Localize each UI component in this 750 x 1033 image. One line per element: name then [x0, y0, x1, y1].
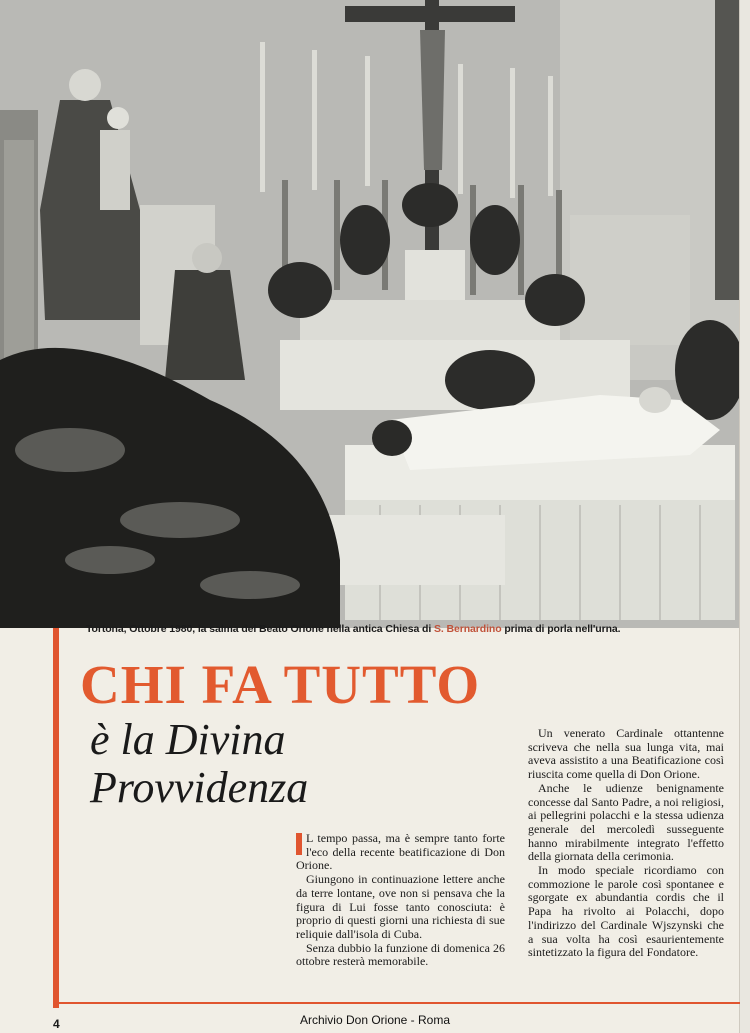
- page-edge: [739, 0, 750, 1033]
- article-paragraph: [296, 832, 505, 873]
- headline-line-1: è la Divina: [90, 715, 286, 764]
- headline-line-2: Provvidenza: [90, 763, 309, 812]
- article-paragraph: Giungono in continuazione lettere anche da terre lontane, ove non si pensava che la figura di Lui fosse tanto conosciuta: è proprio di questi giorni una richiesta di sue reliquie dall'isola di Cuba.: [296, 872, 505, 941]
- article-paragraph: Senza dubbio la funzione di domenica 26 ottobre resterà memorabile.: [296, 940, 505, 969]
- headline-subtitle: [90, 716, 390, 812]
- article-paragraph: Un venerato Cardinale ottantenne scriveva che nella sua lunga vita, mai aveva assistito a una Beatificazione così riuscita come quella di Don Orione.: [528, 726, 724, 782]
- article-paragraph: In modo speciale ricordiamo con commozione le parole così spontanee e sgorgate ex abundantia cordis che il Papa ha rivolto ai Polacchi, dopo l'indirizzo del Cardinale Wjszynski che a sua volta ha così esaurientemente sintetizzato la figura del Fondatore.: [528, 863, 724, 960]
- accent-horizontal-rule: [59, 1002, 740, 1004]
- caption-highlight: S. Bernardino: [433, 623, 502, 635]
- archive-credit: Archivio Don Orione - Roma: [299, 1013, 451, 1027]
- caption-text-before: Tortona, Ottobre 1980, la salma del Beato Orione nella antica Chiesa di: [86, 623, 434, 635]
- drop-initial-bar: [296, 833, 302, 855]
- headline-main: CHI FA TUTTO: [80, 654, 481, 715]
- article-right-column: [528, 727, 724, 960]
- photo-caption: [86, 623, 726, 635]
- accent-vertical-rule: [53, 628, 59, 1008]
- article-paragraph-text: L tempo passa, ma è sempre tanto forte l'eco della recente beatificazione di Don Orione.: [296, 831, 505, 873]
- article-left-column: [296, 832, 505, 969]
- article-paragraph: Anche le udienze benignamente concesse dal Santo Padre, a noi religiosi, ai pellegrini polacchi e la stessa udienza generale del mercoledì susseguente hanno mirabilmente integrato l'effetto della giornata della cerimonia.: [528, 780, 724, 864]
- page-number: 4: [53, 1017, 60, 1031]
- caption-text-after: prima di porla nell'urna.: [501, 623, 621, 635]
